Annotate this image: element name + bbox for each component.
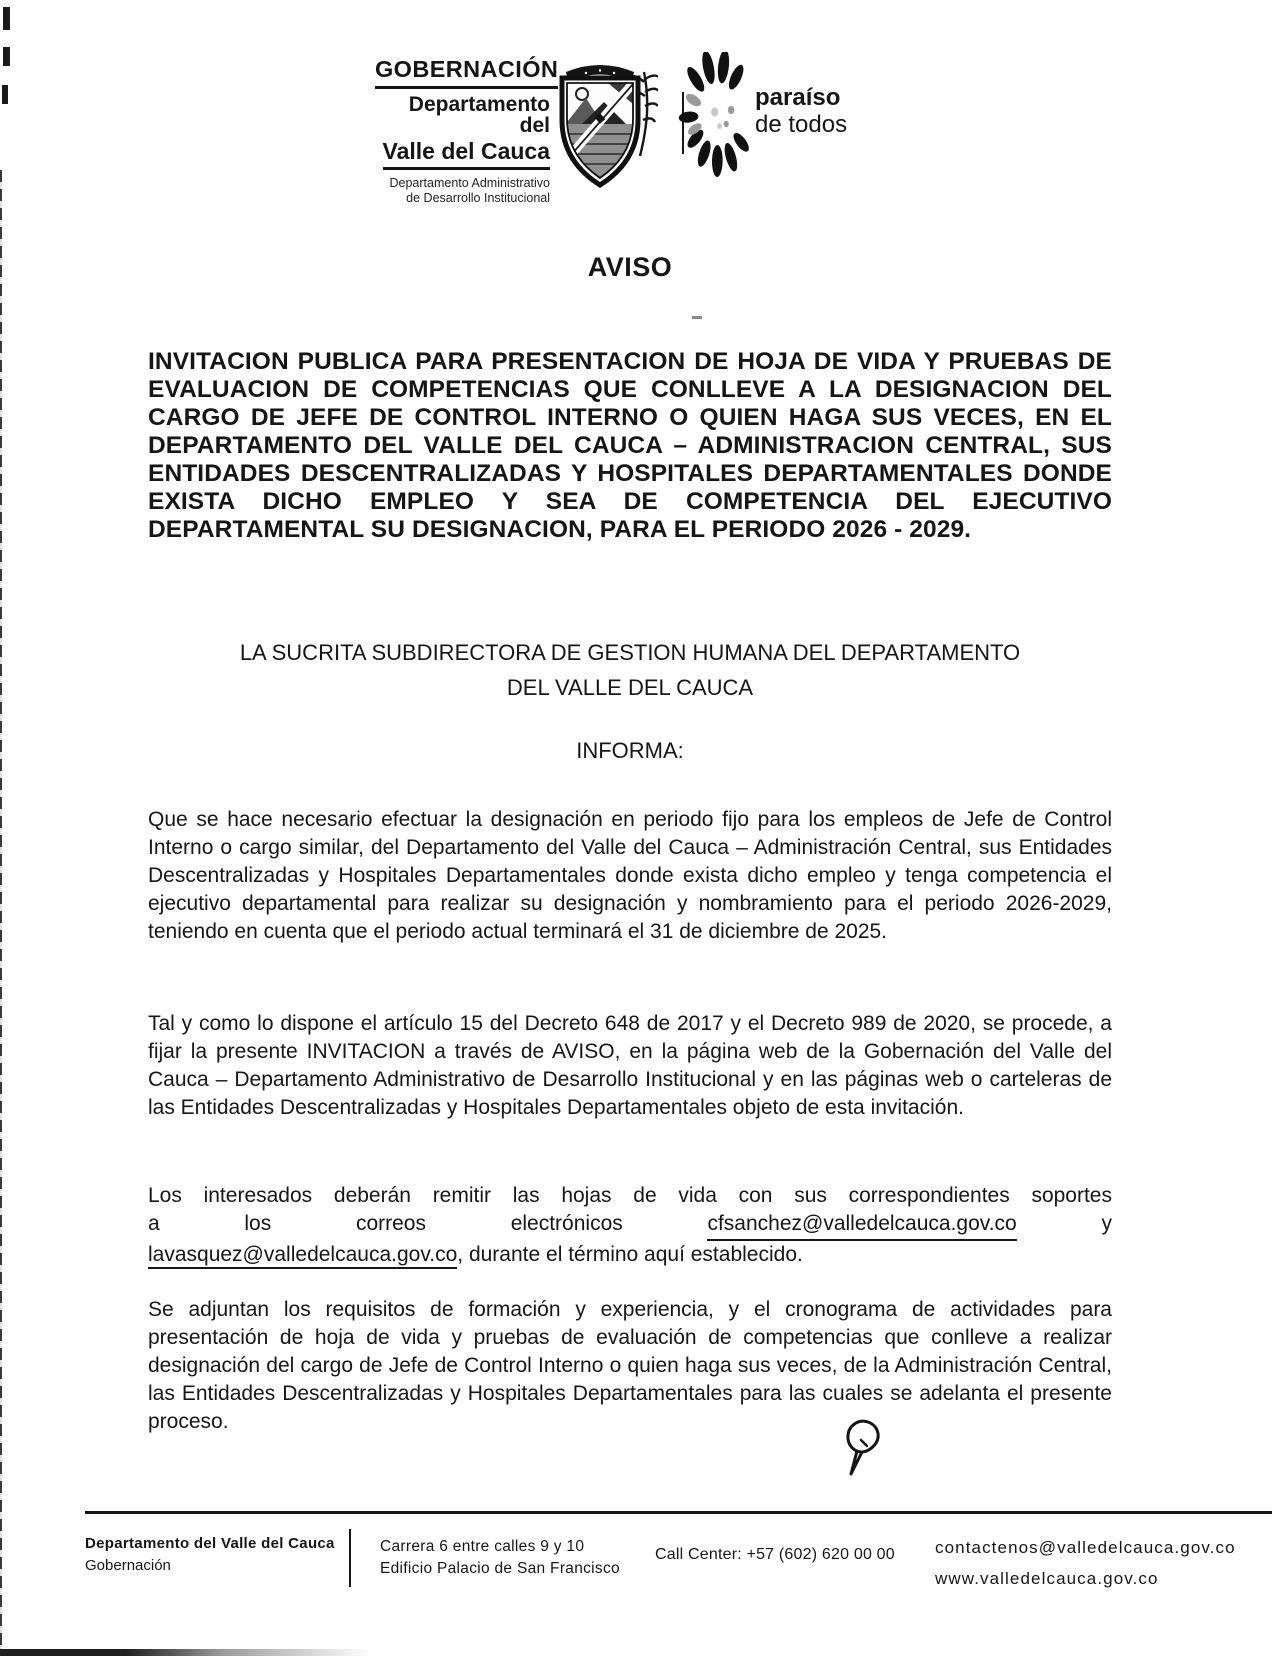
scan-artifact-bottom-bar [0, 1649, 370, 1656]
letterhead-text [375, 56, 559, 206]
paragraph-1: Que se hace necesario efectuar la designación en periodo fijo para los empleos de Jefe de Control Interno o cargo similar, del Departamento del Valle del Cauca – Administración Central, sus Entidades Descentralizadas y Hospitales Departamentales donde exista dicho empleo y tenga competencia el ejecutivo departamental para realizar su designación y nombramiento para el periodo 2026-2029, teniendo en cuenta que el periodo actual terminará el 31 de diciembre de 2025. [148, 808, 1112, 943]
footer-website: www.valledelcauca.gov.co [935, 1569, 1159, 1588]
slogan-text [755, 86, 847, 137]
paragraph-3 [148, 1182, 1112, 1269]
subtitle-line1: LA SUCRITA SUBDIRECTORA DE GESTION HUMANA DEL DEPARTAMENTO [239, 640, 1021, 665]
subtitle-line2: DEL VALLE DEL CAUCA [506, 675, 754, 700]
footer-divider [349, 1529, 351, 1587]
paragraph-4: Se adjuntan los requisitos de formación y experiencia, y el cronograma de actividades para presentación de hoja de vida y pruebas de evaluación de competencias que conlleve a realizar designación del cargo de Jefe de Control Interno o quien haga sus veces, de la Administración Central, las Entidades Descentralizadas y Hospitales Departamentales para las cuales se adelanta el presente proceso. [148, 1298, 1112, 1433]
sunburst-icon [676, 52, 760, 185]
footer-address-line2: Edificio Palacio de San Francisco [380, 1560, 620, 1577]
subtitle [148, 635, 1112, 705]
handwritten-cursor-doodle [841, 1416, 887, 1485]
footer-contact [935, 1532, 1280, 1594]
scan-artifact-left-edge-line [0, 170, 2, 1656]
scan-artifact-tick1 [3, 7, 10, 30]
footer-org-sub: Gobernación [85, 1557, 171, 1574]
letterhead-org: GOBERNACIÓN [375, 58, 550, 89]
footer-org [85, 1533, 335, 1577]
slogan-line2: de todos [755, 111, 848, 138]
slogan-line1: paraíso [755, 84, 841, 111]
footer-address-line1: Carrera 6 entre calles 9 y 10 [380, 1538, 585, 1555]
paragraph-2: Tal y como lo dispone el artículo 15 del Decreto 648 de 2017 y el Decreto 989 de 2020, se procede, a fijar la presente INVITACION a través de AVISO, en la página web de la Gobernación del Valle del Cauca – Departamento Administrativo de Desarrollo Institucional y en las páginas web o carteleras de las Entidades Descentralizadas y Hospitales Departamentales objeto de esta invitación. [148, 1012, 1112, 1119]
footer-call-center: Call Center: +57 (602) 620 00 00 [655, 1546, 895, 1563]
footer-email: contactenos@valledelcauca.gov.co [935, 1538, 1236, 1557]
paragraph-3-line3: lavasquez@valledelcauca.gov.co, durante el término aquí establecido. [148, 1241, 1112, 1269]
scan-artifact-dash [692, 316, 702, 319]
email-link-1: cfsanchez@valledelcauca.gov.co [707, 1210, 1016, 1241]
paragraph-3-line1: Los interesados deberán remitir las hojas de vida con sus correspondientes soportes [148, 1184, 1112, 1207]
letterhead-dept-line2: Valle del Cauca [375, 136, 550, 170]
email-link-2: lavasquez@valledelcauca.gov.co [148, 1243, 457, 1269]
footer-org-name: Departamento del Valle del Cauca [85, 1535, 335, 1552]
coat-of-arms-icon [548, 56, 658, 193]
scan-artifact-tick3 [2, 85, 8, 104]
footer-address [380, 1536, 620, 1580]
letterhead-subtitle: Departamento Administrativo de Desarrollo Institucional [389, 175, 550, 205]
informa-label: INFORMA: [576, 738, 684, 763]
footer-rule [85, 1511, 1272, 1514]
document-title: AVISO [587, 252, 673, 282]
scan-artifact-tick2 [3, 47, 10, 66]
paragraph-3-line2: a los correos electrónicos cfsanchez@valledelcauca.gov.co y [148, 1210, 1112, 1241]
letterhead-dept-line1: Departamento del [408, 92, 550, 137]
invitation-heading-paragraph: INVITACION PUBLICA PARA PRESENTACION DE HOJA DE VIDA Y PRUEBAS DE EVALUACION DE COMPETENCIAS QUE CONLLEVE A LA DESIGNACION DEL CARGO DE JEFE DE CONTROL INTERNO O QUIEN HAGA SUS VECES, EN EL DEPARTAMENTO DEL VALLE DEL CAUCA – ADMINISTRACION CENTRAL, SUS ENTIDADES DESCENTRALIZADAS Y HOSPITALES DEPARTAMENTALES DONDE EXISTA DICHO EMPLEO Y SEA DE COMPETENCIA DEL EJECUTIVO DEPARTAMENTAL SU DESIGNACION, PARA EL PERIODO 2026 - 2029. [148, 348, 1112, 543]
